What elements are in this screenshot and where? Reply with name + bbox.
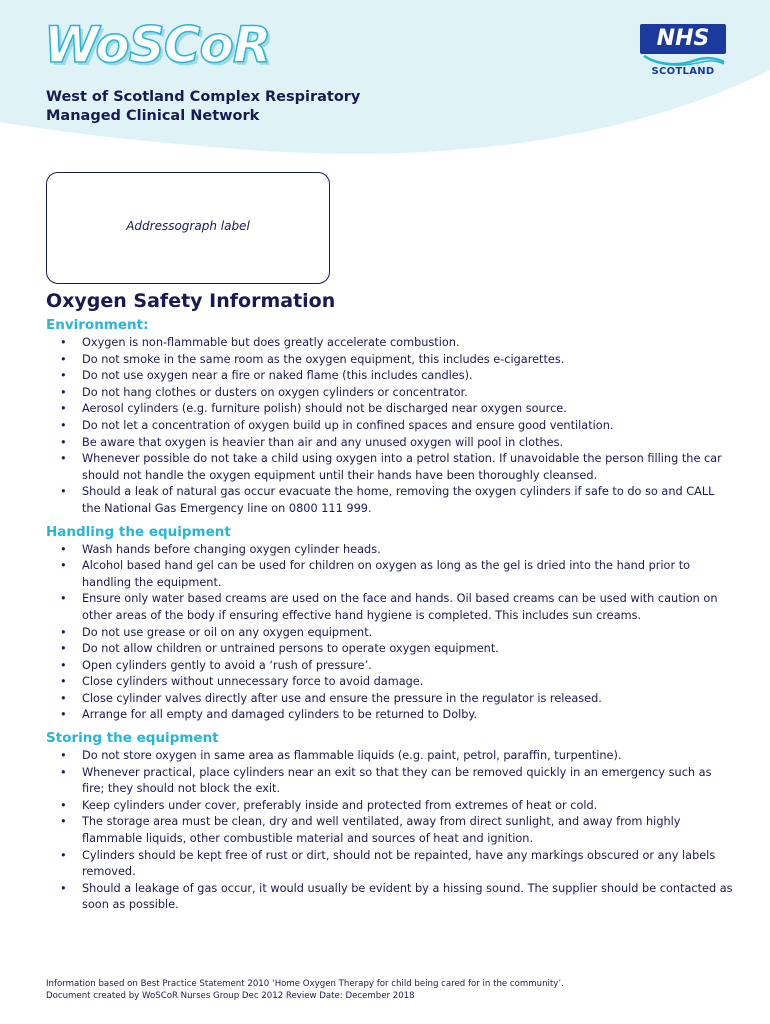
section-heading: Environment:	[46, 317, 149, 333]
list-item: • Do not use grease or oil on any oxygen equipment.	[46, 625, 736, 642]
network-name-line1: West of Scotland Complex Respiratory	[46, 89, 361, 105]
list-item: • Should a leakage of gas occur, it would usually be evident by a hissing sound. The supplier should be contacted as soon as possible.	[46, 881, 736, 914]
footer-source-line: Information based on Best Practice Statement 2010 ‘Home Oxygen Therapy for child being cared for in the community’.	[46, 979, 564, 989]
list-item: • Do not let a concentration of oxygen build up in confined spaces and ensure good ventilation.	[46, 418, 736, 435]
list-item: • Do not use oxygen near a fire or naked flame (this includes candles).	[46, 368, 736, 385]
list-item: • Open cylinders gently to avoid a ‘rush of pressure’.	[46, 658, 736, 675]
nhs-logo-text: NHS	[640, 24, 726, 54]
bullet-list	[46, 748, 736, 914]
section-heading: Handling the equipment	[46, 523, 231, 540]
list-item: • Whenever possible do not take a child using oxygen into a petrol station. If unavoidable the person filling the car should not handle the oxygen equipment until their hands have been thoroughly cleansed.	[46, 451, 736, 484]
list-item: • Close cylinder valves directly after use and ensure the pressure in the regulator is released.	[46, 691, 736, 708]
list-item: • Keep cylinders under cover, preferably inside and protected from extremes of heat or cold.	[46, 798, 736, 815]
list-item: • Do not allow children or untrained persons to operate oxygen equipment.	[46, 641, 736, 658]
list-item: • Cylinders should be kept free of rust or dirt, should not be repainted, have any markings obscured or any labels removed.	[46, 848, 736, 881]
footer-credit-line: Document created by WoSCoR Nurses Group Dec 2012 Review Date: December 2018	[46, 991, 415, 1001]
list-item: • Close cylinders without unnecessary force to avoid damage.	[46, 674, 736, 691]
bullet-list	[46, 335, 736, 518]
list-item: • Do not store oxygen in same area as flammable liquids (e.g. paint, petrol, paraffin, turpentine).	[46, 748, 736, 765]
network-name	[46, 88, 360, 126]
safety-content	[46, 317, 736, 920]
list-item: • Arrange for all empty and damaged cylinders to be returned to Dolby.	[46, 707, 736, 724]
bullet-list	[46, 542, 736, 725]
footer	[46, 978, 726, 1002]
list-item: • Wash hands before changing oxygen cylinder heads.	[46, 542, 736, 559]
nhs-scotland-logo	[640, 24, 726, 82]
addressograph-label: Addressograph label	[126, 219, 250, 233]
list-item: • Alcohol based hand gel can be used for children on oxygen as long as the gel is dried into the hand prior to handling the equipment.	[46, 558, 736, 591]
addressograph-box	[46, 172, 330, 284]
section-heading: Storing the equipment	[46, 730, 219, 747]
nhs-logo-subtext: SCOTLAND	[651, 66, 715, 77]
list-item: • Do not smoke in the same room as the oxygen equipment, this includes e-cigarettes.	[46, 352, 736, 369]
list-item: • Be aware that oxygen is heavier than air and any unused oxygen will pool in clothes.	[46, 435, 736, 452]
nhs-swoosh-icon	[640, 54, 726, 66]
list-item: • Ensure only water based creams are used on the face and hands. Oil based creams can be used with caution on other areas of the body if ensuring effective hand hygiene is completed. This includes sun creams.	[46, 591, 736, 624]
list-item: • Should a leak of natural gas occur evacuate the home, removing the oxygen cylinders if safe to do so and CALL the National Gas Emergency line on 0800 111 999.	[46, 484, 736, 517]
page-title: Oxygen Safety Information	[46, 290, 336, 312]
list-item: • Aerosol cylinders (e.g. furniture polish) should not be discharged near oxygen source.	[46, 401, 736, 418]
list-item: • Whenever practical, place cylinders near an exit so that they can be removed quickly in an emergency such as fire; they should not block the exit.	[46, 765, 736, 798]
list-item: • The storage area must be clean, dry and well ventilated, away from direct sunlight, and away from highly flammable liquids, other combustible material and sources of heat and ignition.	[46, 814, 736, 847]
woscor-logo: WoSCoR	[44, 16, 271, 74]
list-item: • Do not hang clothes or dusters on oxygen cylinders or concentrator.	[46, 385, 736, 402]
network-name-line2: Managed Clinical Network	[46, 108, 260, 124]
list-item: • Oxygen is non-flammable but does greatly accelerate combustion.	[46, 335, 736, 352]
